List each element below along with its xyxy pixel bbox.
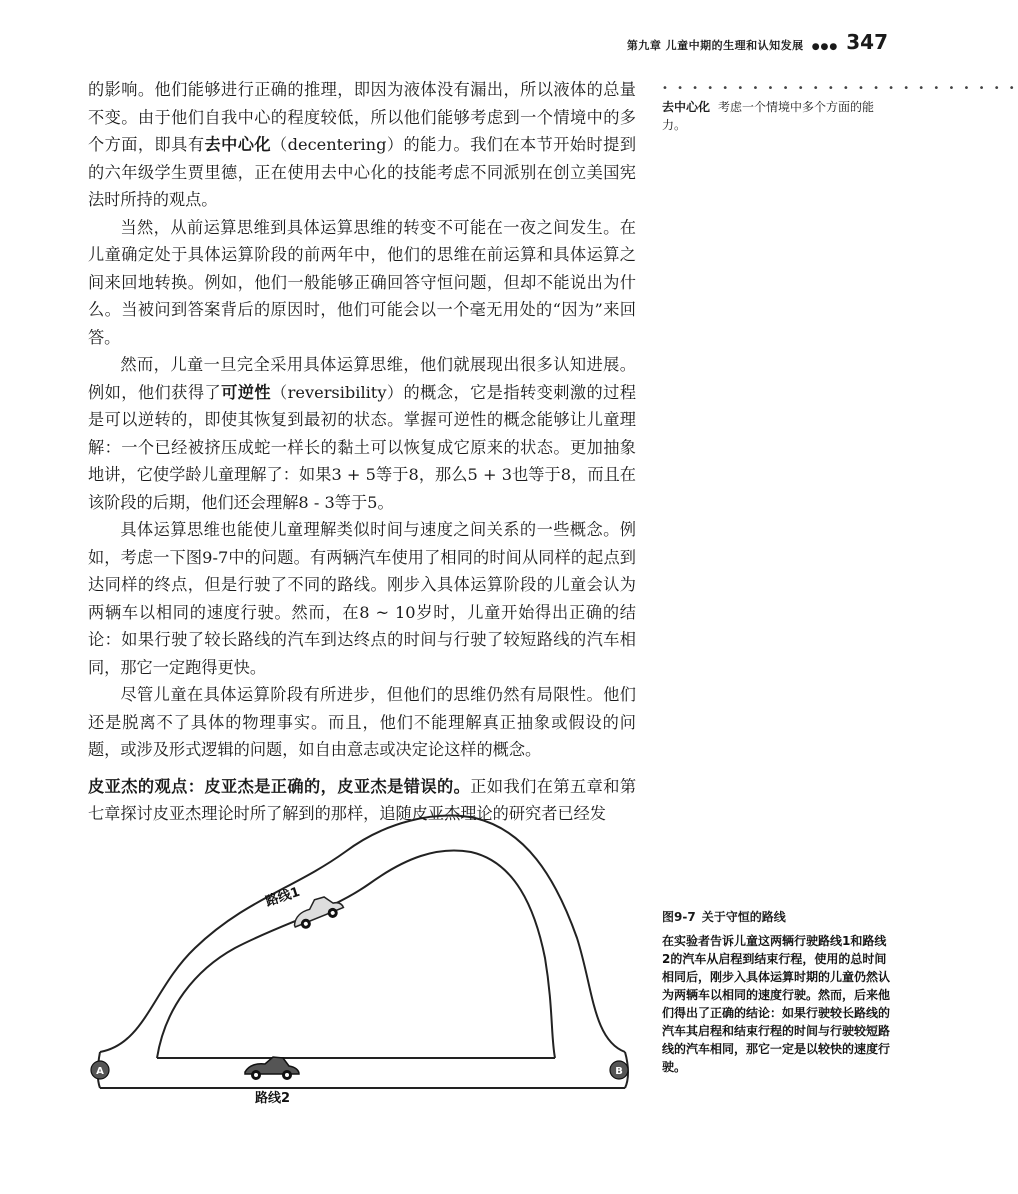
chapter-title: 第九章 儿童中期的生理和认知发展	[626, 39, 804, 52]
p1-text-a: 的影响。他们能够进行正确的推理，即因为液体没有漏出，所以液体的总量不变。由于他们自我中心的程度较低，所以他们能够考虑到一个情境中的多个方面，即具有	[88, 80, 636, 154]
sidebar-dots: • • • • • • • • • • • • • • • • • • • • • • • •	[662, 83, 1018, 94]
p3-text-b: （reversibility）的概念，它是指转变刺激的过程是可以逆转的，即使其恢复到最初的状态。掌握可逆性的概念能够让儿童理解：一个已经被挤压成蛇一样长的黏土可以恢复成它原来的状态。更加抽象地讲，它使学龄儿童理解了：如果3 + 5等于8，那么5 + 3也等于8，而且在该阶段的后期，他们还会理解8 - 3等于5。	[88, 382, 637, 512]
caption-text: 在实验者告诉儿童这两辆行驶路线1和路线2的汽车从启程到结束行程，使用的总时间相同后，刚步入具体运算时期的儿童仍然认为两辆车以相同的速度行驶。然而，后来他们得出了正确的结论：如果行驶较长路线的汽车其启程和结束行程的时间与行驶较短路线的汽车相同，那它一定是以较快的速度行驶。	[662, 934, 891, 1074]
car-route2-icon	[245, 1057, 299, 1080]
main-text	[88, 76, 636, 828]
route1-outer-edge	[100, 816, 625, 1052]
point-b-label: B	[615, 1066, 623, 1077]
route1-inner-edge	[157, 850, 555, 1058]
paragraph-5: 尽管儿童在具体运算阶段有所进步，但他们的思维仍然有局限性。他们还是脱离不了具体的物理事实。而且，他们不能理解真正抽象或假设的问题，或涉及形式逻辑的问题，如自由意志或决定论这样的概念。	[88, 685, 636, 759]
p6-text: 正如我们在第五章和第七章探讨皮亚杰理论时所了解到的那样，追随皮亚杰理论的研究者已经发	[88, 776, 637, 823]
paragraph-2: 当然，从前运算思维到具体运算思维的转变不可能在一夜之间发生。在儿童确定处于具体运算阶段的前两年中，他们的思维在前运算和具体运算之间来回地转换。例如，他们一般能够正确回答守恒问题，但却不能说出为什么。当被问到答案背后的原因时，他们可能会以一个毫无用处的“因为”来回答。	[88, 217, 636, 347]
caption-title-text: 关于守恒的路线	[701, 910, 786, 924]
definition-term: 去中心化	[662, 100, 711, 114]
definition-text: 考虑一个情境中多个方面的能力。	[662, 100, 875, 132]
page-number: 347	[846, 30, 888, 54]
route1-label: 路线1	[263, 884, 302, 910]
caption-number: 图9-7	[662, 910, 696, 924]
term-reversibility: 可逆性	[221, 382, 272, 402]
point-a-marker	[91, 1061, 109, 1079]
header-dots: ●●●	[811, 42, 839, 52]
p1-text-b: （decentering）的能力。我们在本节开始时提到的六年级学生贾里德，正在使用去中心化的技能考虑不同派别在创立美国宪法时所持的观点。	[88, 135, 637, 209]
p3-text-a: 然而，儿童一旦完全采用具体运算思维，他们就展现出很多认知进展。例如，他们获得了	[88, 355, 636, 402]
figure-caption	[662, 908, 892, 1076]
paragraph-4: 具体运算思维也能使儿童理解类似时间与速度之间关系的一些概念。例如，考虑一下图9-7中的问题。有两辆汽车使用了相同的时间从同样的起点到达同样的终点，但是行驶了不同的路线。刚步入具体运算阶段的儿童会认为两辆车以相同的速度行驶。然而，在8 ~ 10岁时，儿童开始得出正确的结论：如果行驶了较长路线的汽车到达终点的时间与行驶了较短路线的汽车相同，那它一定跑得更快。	[88, 520, 636, 677]
route2-label: 路线2	[255, 1091, 291, 1106]
margin-definition	[662, 80, 1018, 134]
term-decentering: 去中心化	[204, 135, 272, 154]
caption-title	[662, 908, 892, 926]
point-b-marker	[610, 1061, 628, 1079]
paragraph-3	[88, 351, 636, 516]
route-diagram	[85, 808, 637, 1108]
definition-entry	[662, 98, 890, 134]
figure-9-7	[85, 808, 637, 1108]
section-heading: 皮亚杰的观点：皮亚杰是正确的，皮亚杰是错误的。	[88, 776, 471, 796]
point-a-label: A	[96, 1066, 104, 1077]
running-header	[627, 30, 888, 54]
paragraph-1	[88, 76, 636, 214]
